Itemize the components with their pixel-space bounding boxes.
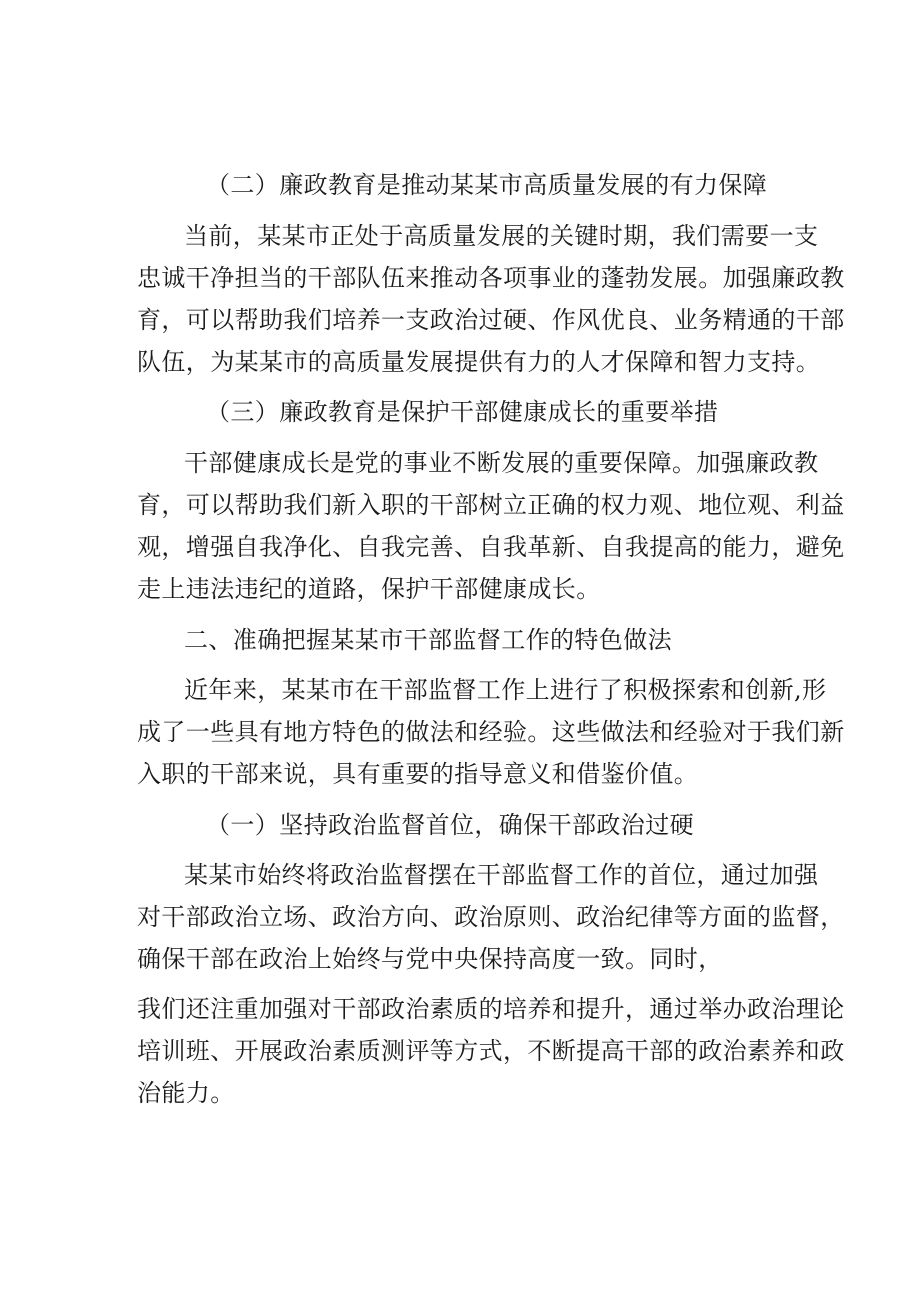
section-heading-2-2: （二）廉政教育是推动某某市高质量发展的有力保障 bbox=[206, 171, 768, 199]
paragraph-line: 对干部政治立场、政治方向、政治原则、政治纪律等方面的监督， bbox=[137, 903, 845, 931]
paragraph-line: 近年来，某某市在干部监督工作上进行了积极探索和创新,形 bbox=[184, 676, 827, 704]
paragraph-line: 成了一些具有地方特色的做法和经验。这些做法和经验对于我们新 bbox=[137, 718, 845, 746]
paragraph-line: 当前，某某市正处于高质量发展的关键时期，我们需要一支 bbox=[184, 222, 819, 250]
paragraph-line: 育，可以帮助我们新入职的干部树立正确的权力观、地位观、利益 bbox=[137, 491, 845, 519]
paragraph-line: 治能力。 bbox=[137, 1079, 235, 1107]
paragraph-line: 入职的干部来说，具有重要的指导意义和借鉴价值。 bbox=[137, 760, 699, 788]
paragraph-line: 某某市始终将政治监督摆在干部监督工作的首位，通过加强 bbox=[184, 861, 819, 889]
paragraph-line: 队伍，为某某市的高质量发展提供有力的人才保障和智力支持。 bbox=[137, 348, 821, 376]
paragraph-line: 确保干部在政治上始终与党中央保持高度一致。同时， bbox=[137, 945, 723, 973]
paragraph-line: 干部健康成长是党的事业不断发展的重要保障。加强廉政教 bbox=[184, 449, 819, 477]
paragraph-line: 忠诚干净担当的干部队伍来推动各项事业的蓬勃发展。加强廉政教 bbox=[137, 264, 845, 292]
paragraph-line: 走上违法违纪的道路，保护干部健康成长。 bbox=[137, 575, 601, 603]
paragraph-line: 育，可以帮助我们培养一支政治过硬、作风优良、业务精通的干部 bbox=[137, 306, 845, 334]
chapter-heading-2: 二、准确把握某某市干部监督工作的特色做法 bbox=[184, 626, 672, 654]
section-heading-3-1: （一）坚持政治监督首位，确保干部政治过硬 bbox=[206, 811, 694, 839]
paragraph-line: 培训班、开展政治素质测评等方式，不断提高干部的政治素养和政 bbox=[137, 1037, 845, 1065]
paragraph-line: 观，增强自我净化、自我完善、自我革新、自我提高的能力，避免 bbox=[137, 533, 845, 561]
section-heading-2-3: （三）廉政教育是保护干部健康成长的重要举措 bbox=[206, 398, 719, 426]
paragraph-line: 我们还注重加强对干部政治素质的培养和提升，通过举办政治理论 bbox=[137, 995, 845, 1023]
